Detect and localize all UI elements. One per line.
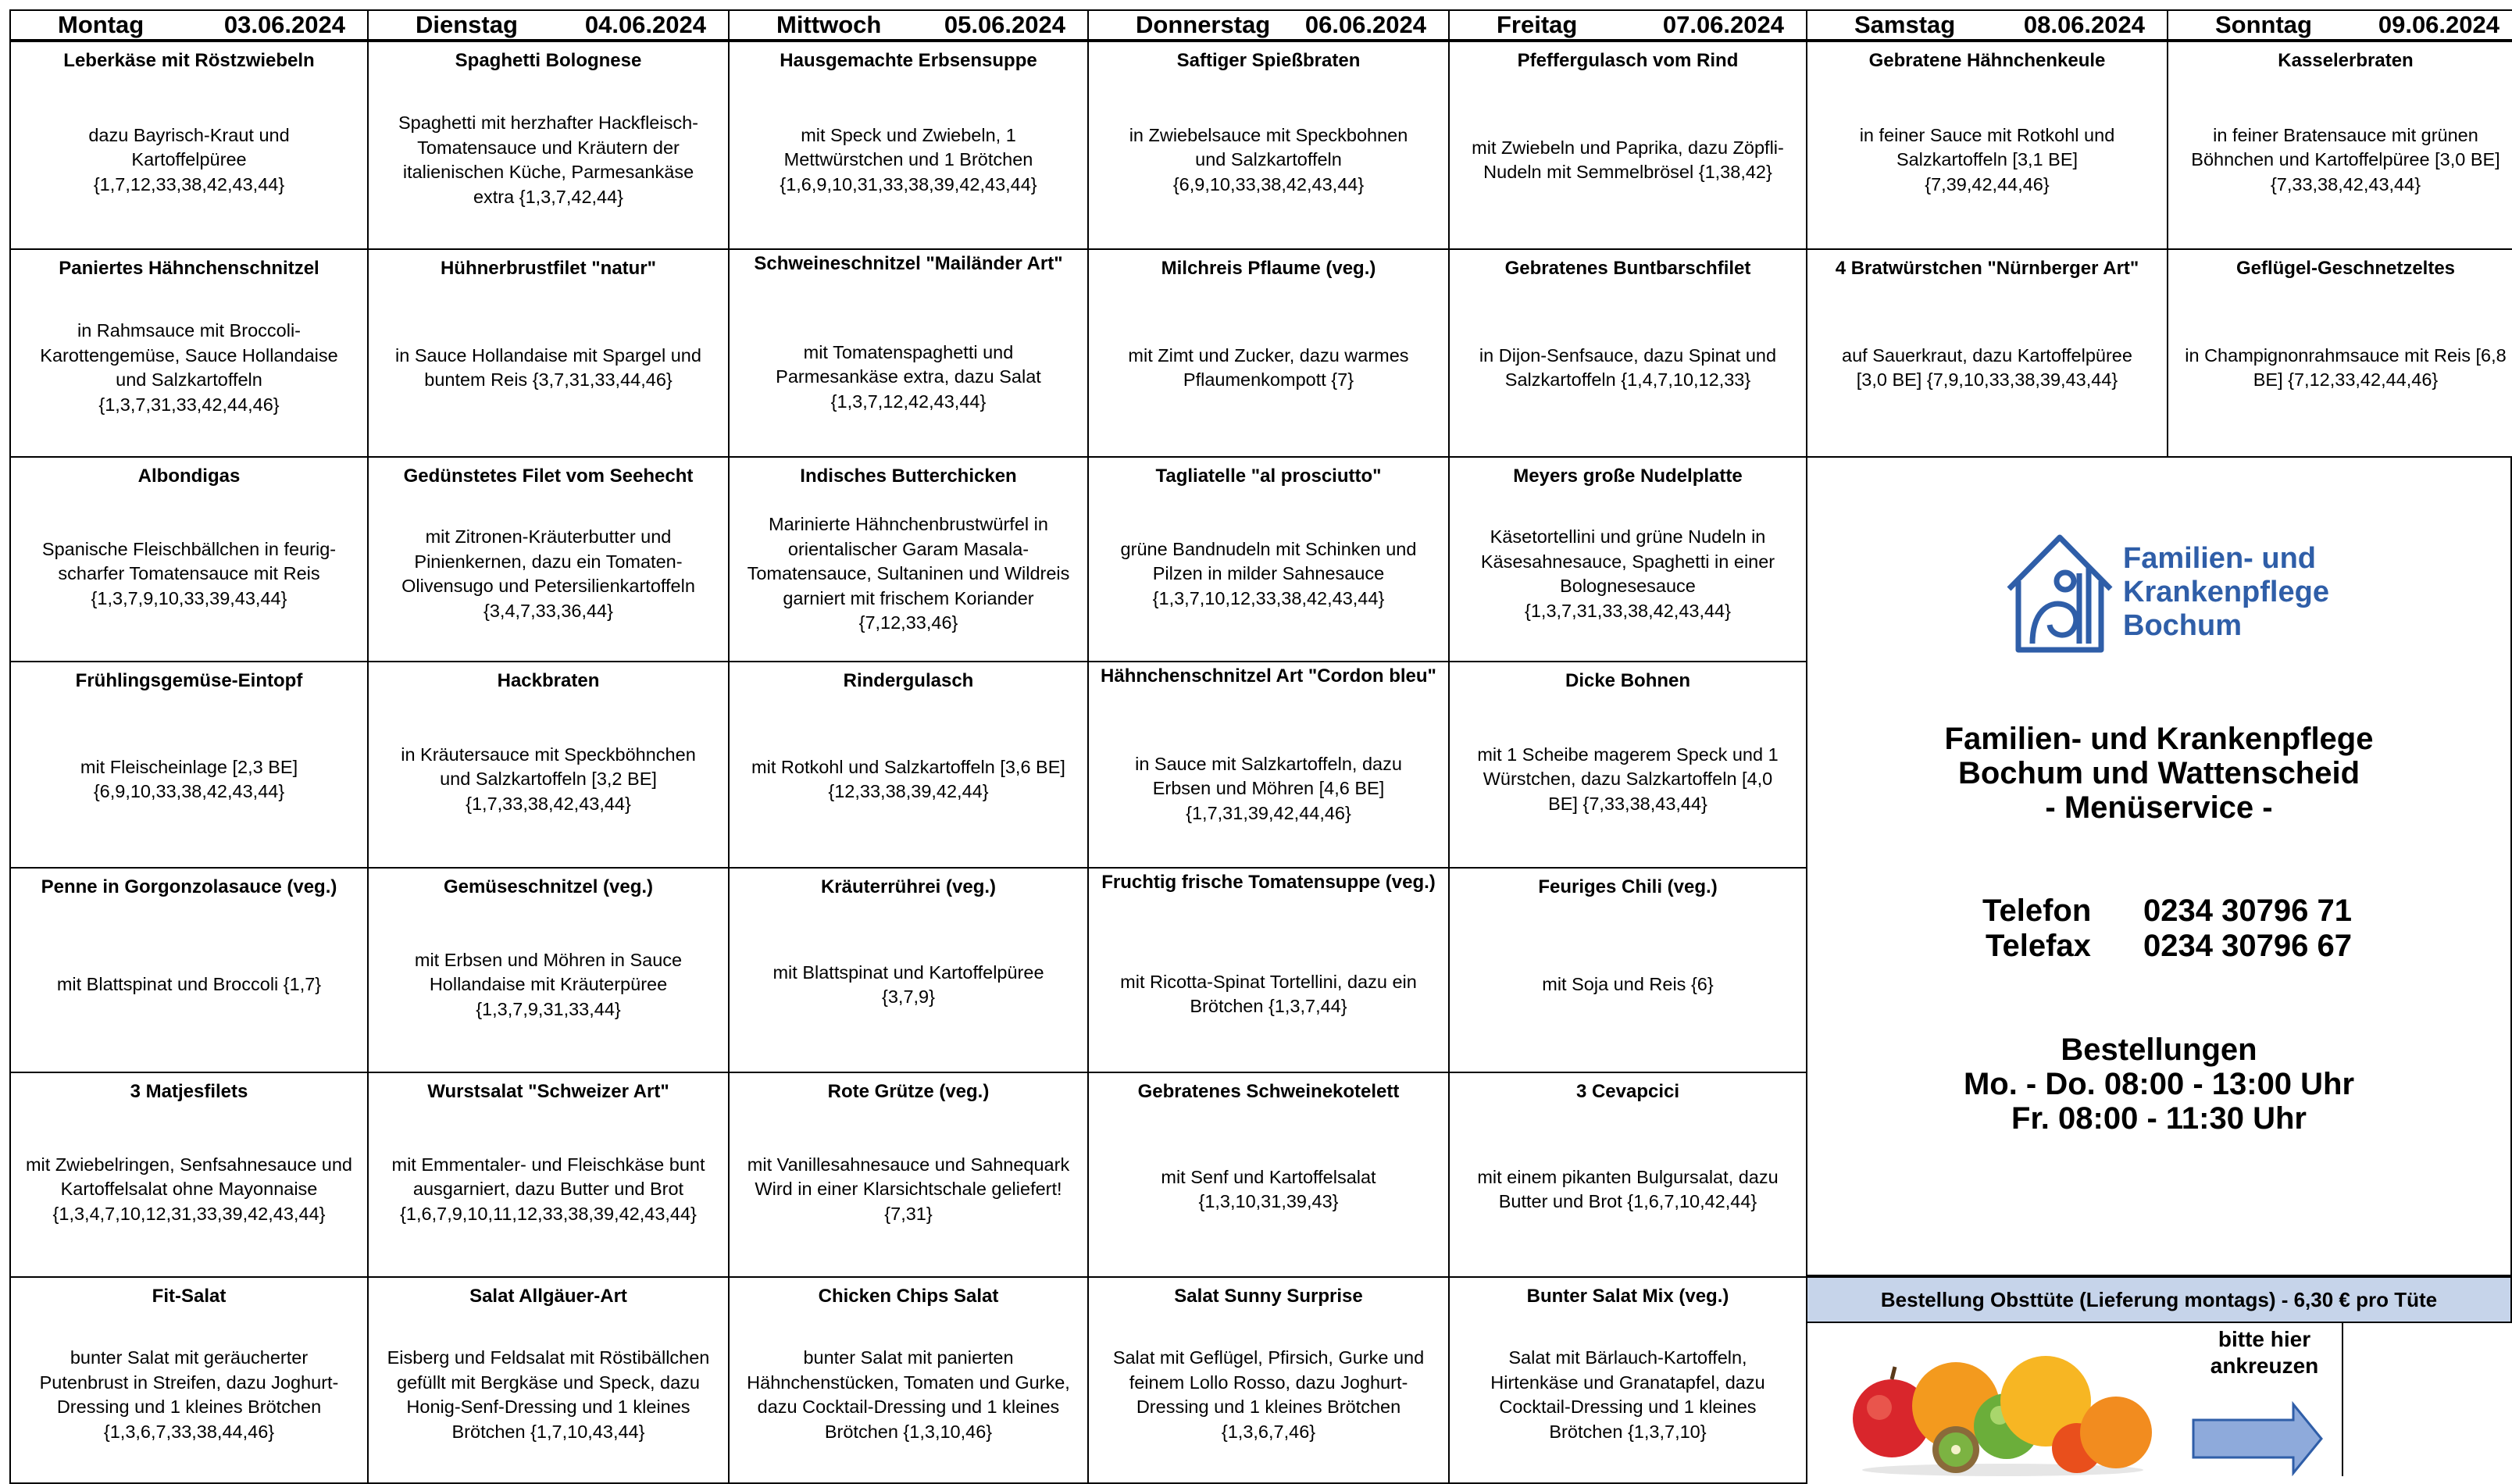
dish-description: mit 1 Scheibe magerem Speck und 1 Würstchen, dazu Salzkartoffeln [4,0 BE] {7,33,38,43,44} (1477, 744, 1779, 814)
day-header-samstag (1806, 9, 2168, 41)
day-name: Mittwoch (776, 11, 882, 38)
dish-title: 3 Matjesfilets (130, 1081, 248, 1102)
tick-instruction-line2: ankreuzen (2210, 1354, 2319, 1378)
dish-description: Spanische Fleischbällchen in feurig- scharfer Tomatensauce mit Reis {1,3,7,9,10,33,39,43,44} (41, 538, 337, 608)
dish-title: Penne in Gorgonzolasauce (veg.) (41, 876, 337, 897)
menu-cell (728, 456, 1089, 662)
dish-description: in Kräutersauce mit Speckböhnchen und Salzkartoffeln [3,2 BE] {1,7,33,38,42,43,44} (401, 744, 696, 814)
menu-cell (9, 661, 369, 869)
dish-description: grüne Bandnudeln mit Schinken und Pilzen in milder Sahnesauce {1,3,7,10,12,33,38,42,43,44} (1120, 538, 1417, 608)
dish-description: mit Zwiebelringen, Senfsahnesauce und Kartoffelsalat ohne Mayonnaise {1,3,4,7,10,12,31,33,39,42,43,44} (25, 1154, 353, 1224)
dish-description: mit Speck und Zwiebeln, 1 Mettwürstchen und 1 Brötchen {1,6,9,10,31,33,38,39,42,43,44} (780, 124, 1037, 194)
dish-description: Käsetortellini und grüne Nudeln in Käsesahnesauce, Spaghetti in einer Bolognesesauce {1,3,7,31,33,38,42,43,44} (1480, 526, 1775, 621)
dish-title: Rote Grütze (veg.) (827, 1081, 990, 1102)
fruit-bowl-icon (1807, 1323, 2187, 1476)
dish-title: Wurstsalat "Schweizer Art" (427, 1081, 669, 1102)
menu-cell (728, 248, 1089, 458)
menu-cell (9, 867, 369, 1073)
dish-title: Gemüseschnitzel (veg.) (443, 876, 654, 897)
dish-description: in feiner Sauce mit Rotkohl und Salzkartoffeln [3,1 BE] {7,39,42,44,46} (1859, 124, 2115, 194)
dish-description: Salat mit Geflügel, Pfirsich, Gurke und feinem Lollo Rosso, dazu Joghurt- Dressing und 1 kleines Brötchen {1,3,6,7,46} (1112, 1347, 1425, 1442)
org-name-line2: Bochum und Wattenscheid (1957, 756, 2360, 790)
menu-cell (1448, 661, 1807, 869)
menu-cell (728, 867, 1089, 1073)
menu-cell (1087, 1072, 1450, 1278)
dish-description: in Sauce Hollandaise mit Spargel und buntem Reis {3,7,31,33,44,46} (395, 344, 701, 390)
fruit-image (1806, 1323, 2187, 1476)
day-date: 07.06.2024 (1662, 11, 1784, 38)
dish-title: Dicke Bohnen (1565, 670, 1691, 691)
dish-description: mit Zitronen-Kräuterbutter und Pinienkernen, dazu ein Tomaten- Olivensugo und Petersilienkartoffeln {3,4,7,33,36,44} (401, 526, 695, 621)
menu-cell (728, 661, 1089, 869)
dish-description: in Rahmsauce mit Broccoli- Karottengemüse, Sauce Hollandaise und Salzkartoffeln {1,3,7,31,33,42,44,46} (40, 320, 338, 415)
day-name: Sonntag (2215, 11, 2312, 38)
dish-description: in Zwiebelsauce mit Speckbohnen und Salzkartoffeln {6,9,10,33,38,42,43,44} (1129, 124, 1408, 194)
day-date: 09.06.2024 (2378, 11, 2500, 38)
dish-title: Salat Sunny Surprise (1174, 1286, 1363, 1307)
menu-cell (1087, 1276, 1450, 1484)
day-header-freitag (1448, 9, 1807, 41)
dish-title: Hausgemachte Erbsensuppe (780, 50, 1037, 71)
fruit-bag-checkbox[interactable] (2342, 1323, 2512, 1476)
day-name: Freitag (1497, 11, 1578, 38)
menu-cell (9, 1072, 369, 1278)
dish-description: Spaghetti mit herzhafter Hackfleisch- Tomatensauce und Kräutern der italienischen Küche, Parmesankäse extra {1,3,7,42,44} (398, 112, 698, 207)
tick-instruction-line1: bitte hier (2218, 1327, 2311, 1351)
dish-title: Pfeffergulasch vom Rind (1517, 50, 1739, 71)
house-logo-icon (2001, 526, 2118, 659)
dish-title: Hühnerbrustfilet "natur" (440, 258, 657, 279)
menu-cell (1806, 248, 2168, 458)
dish-title: 3 Cevapcici (1575, 1081, 1680, 1102)
menu-cell (367, 1072, 730, 1278)
day-date: 06.06.2024 (1304, 11, 1426, 38)
phone-number: 0234 30796 71 (2143, 894, 2352, 928)
tick-instruction (2187, 1323, 2342, 1476)
day-name: Dienstag (416, 11, 518, 38)
dish-description: in Champignonrahmsauce mit Reis [6,8 BE] {7,12,33,42,44,46} (2185, 344, 2507, 390)
dish-title: Bunter Salat Mix (veg.) (1526, 1286, 1729, 1307)
logo-text-line3: Bochum (2123, 609, 2242, 642)
dish-title: Fit-Salat (152, 1286, 227, 1307)
menu-cell (1087, 661, 1450, 869)
dish-description: mit Fleischeinlage [2,3 BE] {6,9,10,33,38,42,43,44} (80, 756, 298, 801)
day-header-donnerstag (1087, 9, 1450, 41)
menu-cell (9, 248, 369, 458)
fruit-bag-order-label: Bestellung Obsttüte (Lieferung montags) - 6,30 € pro Tüte (1806, 1276, 2512, 1323)
dish-description: mit Rotkohl und Salzkartoffeln [3,6 BE] {12,33,38,39,42,44} (751, 756, 1065, 801)
phone-label: Telefon (1982, 894, 2092, 928)
menu-cell (1087, 41, 1450, 250)
dish-title: Fruchtig frische Tomatensuppe (veg.) (1101, 872, 1436, 893)
dish-description: mit Blattspinat und Kartoffelpüree {3,7,9} (773, 961, 1044, 1007)
day-date: 08.06.2024 (2023, 11, 2145, 38)
logo (2001, 526, 2376, 667)
dish-title: Albondigas (137, 466, 241, 487)
dish-title: Tagliatelle "al prosciutto" (1155, 466, 1382, 487)
dish-title: Hackbraten (497, 670, 600, 691)
menu-cell (1448, 456, 1807, 662)
day-date: 03.06.2024 (223, 11, 345, 38)
day-name: Montag (58, 11, 145, 38)
day-header-montag (9, 9, 369, 41)
orders-hours-mo-do: Mo. - Do. 08:00 - 13:00 Uhr (1963, 1067, 2355, 1101)
dish-title: Chicken Chips Salat (818, 1286, 999, 1307)
dish-title: Schweineschnitzel "Mailänder Art" (754, 253, 1063, 274)
menu-cell (9, 41, 369, 250)
menu-cell (1806, 41, 2168, 250)
day-date: 04.06.2024 (584, 11, 706, 38)
dish-title: Gebratene Hähnchenkeule (1868, 50, 2106, 71)
menu-cell (367, 248, 730, 458)
day-name: Samstag (1854, 11, 1956, 38)
dish-description: mit Zimt und Zucker, dazu warmes Pflaumenkompott {7} (1128, 344, 1409, 390)
dish-title: Salat Allgäuer-Art (469, 1286, 627, 1307)
info-panel (1806, 456, 2512, 1276)
menu-cell (1448, 1276, 1807, 1484)
dish-description: bunter Salat mit panierten Hähnchenstücken, Tomaten und Gurke, dazu Cocktail-Dressing und 1 kleines Brötchen {1,3,10,46} (747, 1347, 1070, 1442)
day-date: 05.06.2024 (944, 11, 1065, 38)
dish-title: Meyers große Nudelplatte (1513, 466, 1743, 487)
dish-description: mit Soja und Reis {6} (1542, 974, 1714, 995)
dish-description: mit Emmentaler- und Fleischkäse bunt ausgarniert, dazu Butter und Brot {1,6,7,9,10,11,12,33,38,39,42,43,44} (391, 1154, 705, 1224)
dish-title: Gedünstetes Filet vom Seehecht (403, 466, 694, 487)
fax-label: Telefax (1986, 929, 2091, 963)
menu-cell (367, 867, 730, 1073)
menu-cell (728, 41, 1089, 250)
menu-cell (1448, 248, 1807, 458)
menu-cell (2167, 248, 2512, 458)
fax-number: 0234 30796 67 (2143, 929, 2352, 963)
dish-title: 4 Bratwürstchen "Nürnberger Art" (1835, 258, 2139, 279)
dish-description: mit Ricotta-Spinat Tortellini, dazu ein Brötchen {1,3,7,44} (1120, 971, 1417, 1016)
dish-description: dazu Bayrisch-Kraut und Kartoffelpüree {1,7,12,33,38,42,43,44} (88, 124, 290, 194)
dish-title: Indisches Butterchicken (800, 466, 1017, 487)
menu-cell (9, 456, 369, 662)
menu-cell (728, 1276, 1089, 1484)
arrow-right-icon (2187, 1323, 2342, 1476)
dish-title: Milchreis Pflaume (veg.) (1161, 258, 1376, 279)
menu-cell (1087, 867, 1450, 1073)
menu-cell (2167, 41, 2512, 250)
dish-title: Rindergulasch (843, 670, 974, 691)
dish-title: Paniertes Hähnchenschnitzel (59, 258, 319, 279)
dish-title: Feuriges Chili (veg.) (1538, 876, 1718, 897)
orders-heading: Bestellungen (2061, 1033, 2257, 1067)
dish-description: mit Senf und Kartoffelsalat {1,3,10,31,39,43} (1161, 1166, 1376, 1211)
menu-cell (728, 1072, 1089, 1278)
dish-description: mit Erbsen und Möhren in Sauce Hollandaise mit Kräuterpüree {1,3,7,9,31,33,44} (414, 949, 683, 1019)
dish-description: Eisberg und Feldsalat mit Röstibällchen gefüllt mit Bergkäse und Speck, dazu Honig-Senf-Dressing und 1 kleines Brötchen {1,7,10,43,44} (387, 1347, 710, 1442)
org-name-line1: Familien- und Krankenpflege (1944, 722, 2374, 756)
dish-title: Kräuterrührei (veg.) (820, 876, 997, 897)
menu-cell (9, 1276, 369, 1484)
day-name: Donnerstag (1136, 11, 1271, 38)
dish-title: Kasselerbraten (2278, 50, 2414, 71)
dish-description: auf Sauerkraut, dazu Kartoffelpüree [3,0 BE] {7,9,10,33,38,39,43,44} (1842, 344, 2132, 390)
dish-title: Gebratenes Buntbarschfilet (1504, 258, 1751, 279)
menu-cell (1448, 867, 1807, 1073)
dish-title: Hähnchenschnitzel Art "Cordon bleu" (1101, 665, 1436, 687)
dish-description: Salat mit Bärlauch-Kartoffeln, Hirtenkäse und Granatapfel, dazu Cocktail-Dressing und 1 kleines Brötchen {1,3,7,10} (1490, 1347, 1765, 1442)
menu-cell (1448, 41, 1807, 250)
orders-hours-fr: Fr. 08:00 - 11:30 Uhr (2011, 1101, 2307, 1136)
dish-title: Gebratenes Schweinekotelett (1137, 1081, 1400, 1102)
dish-description: in feiner Bratensauce mit grünen Böhnchen und Kartoffelpüree [3,0 BE] {7,33,38,42,43,44} (2191, 124, 2500, 194)
dish-description: bunter Salat mit geräucherter Putenbrust in Streifen, dazu Joghurt- Dressing und 1 kleines Brötchen {1,3,6,7,33,38,44,46} (39, 1347, 339, 1442)
dish-description: mit Zwiebeln und Paprika, dazu Zöpfli- Nudeln mit Semmelbrösel {1,38,42} (1472, 137, 1784, 182)
dish-title: Geflügel-Geschnetzeltes (2235, 258, 2456, 279)
menu-cell (1087, 456, 1450, 662)
day-header-sonntag (2167, 9, 2512, 41)
menu-cell (1087, 248, 1450, 458)
menu-cell (367, 1276, 730, 1484)
day-header-dienstag (367, 9, 730, 41)
dish-description: mit einem pikanten Bulgursalat, dazu Butter und Brot {1,6,7,10,42,44} (1477, 1166, 1779, 1211)
dish-title: Leberkäse mit Röstzwiebeln (63, 50, 315, 71)
day-header-mittwoch (728, 9, 1089, 41)
dish-title: Spaghetti Bolognese (455, 50, 642, 71)
logo-text-line1: Familien- und (2123, 542, 2316, 575)
menu-cell (1448, 1072, 1807, 1278)
dish-description: Marinierte Hähnchenbrustwürfel in orientalischer Garam Masala- Tomatensauce, Sultaninen und Wildreis garniert mit frischem Koriander {7,12,33,46} (747, 514, 1070, 633)
dish-description: in Sauce mit Salzkartoffeln, dazu Erbsen und Möhren [4,6 BE] {1,7,31,39,42,44,46} (1135, 753, 1402, 823)
dish-description: mit Blattspinat und Broccoli {1,7} (56, 974, 322, 995)
dish-description: in Dijon-Senfsauce, dazu Spinat und Salzkartoffeln {1,4,7,10,12,33} (1479, 344, 1777, 390)
dish-description: mit Vanillesahnesauce und Sahnequark Wird in einer Klarsichtschale geliefert! {7,31} (747, 1154, 1070, 1224)
org-subtitle: - Menüservice - (2045, 790, 2273, 825)
menu-cell (367, 456, 730, 662)
menu-cell (367, 41, 730, 250)
menu-cell (367, 661, 730, 869)
dish-title: Saftiger Spießbraten (1176, 50, 1361, 71)
logo-text-line2: Krankenpflege (2123, 576, 2329, 608)
dish-title: Frühlingsgemüse-Eintopf (75, 670, 303, 691)
dish-description: mit Tomatenspaghetti und Parmesankäse extra, dazu Salat {1,3,7,12,42,43,44} (776, 341, 1041, 412)
